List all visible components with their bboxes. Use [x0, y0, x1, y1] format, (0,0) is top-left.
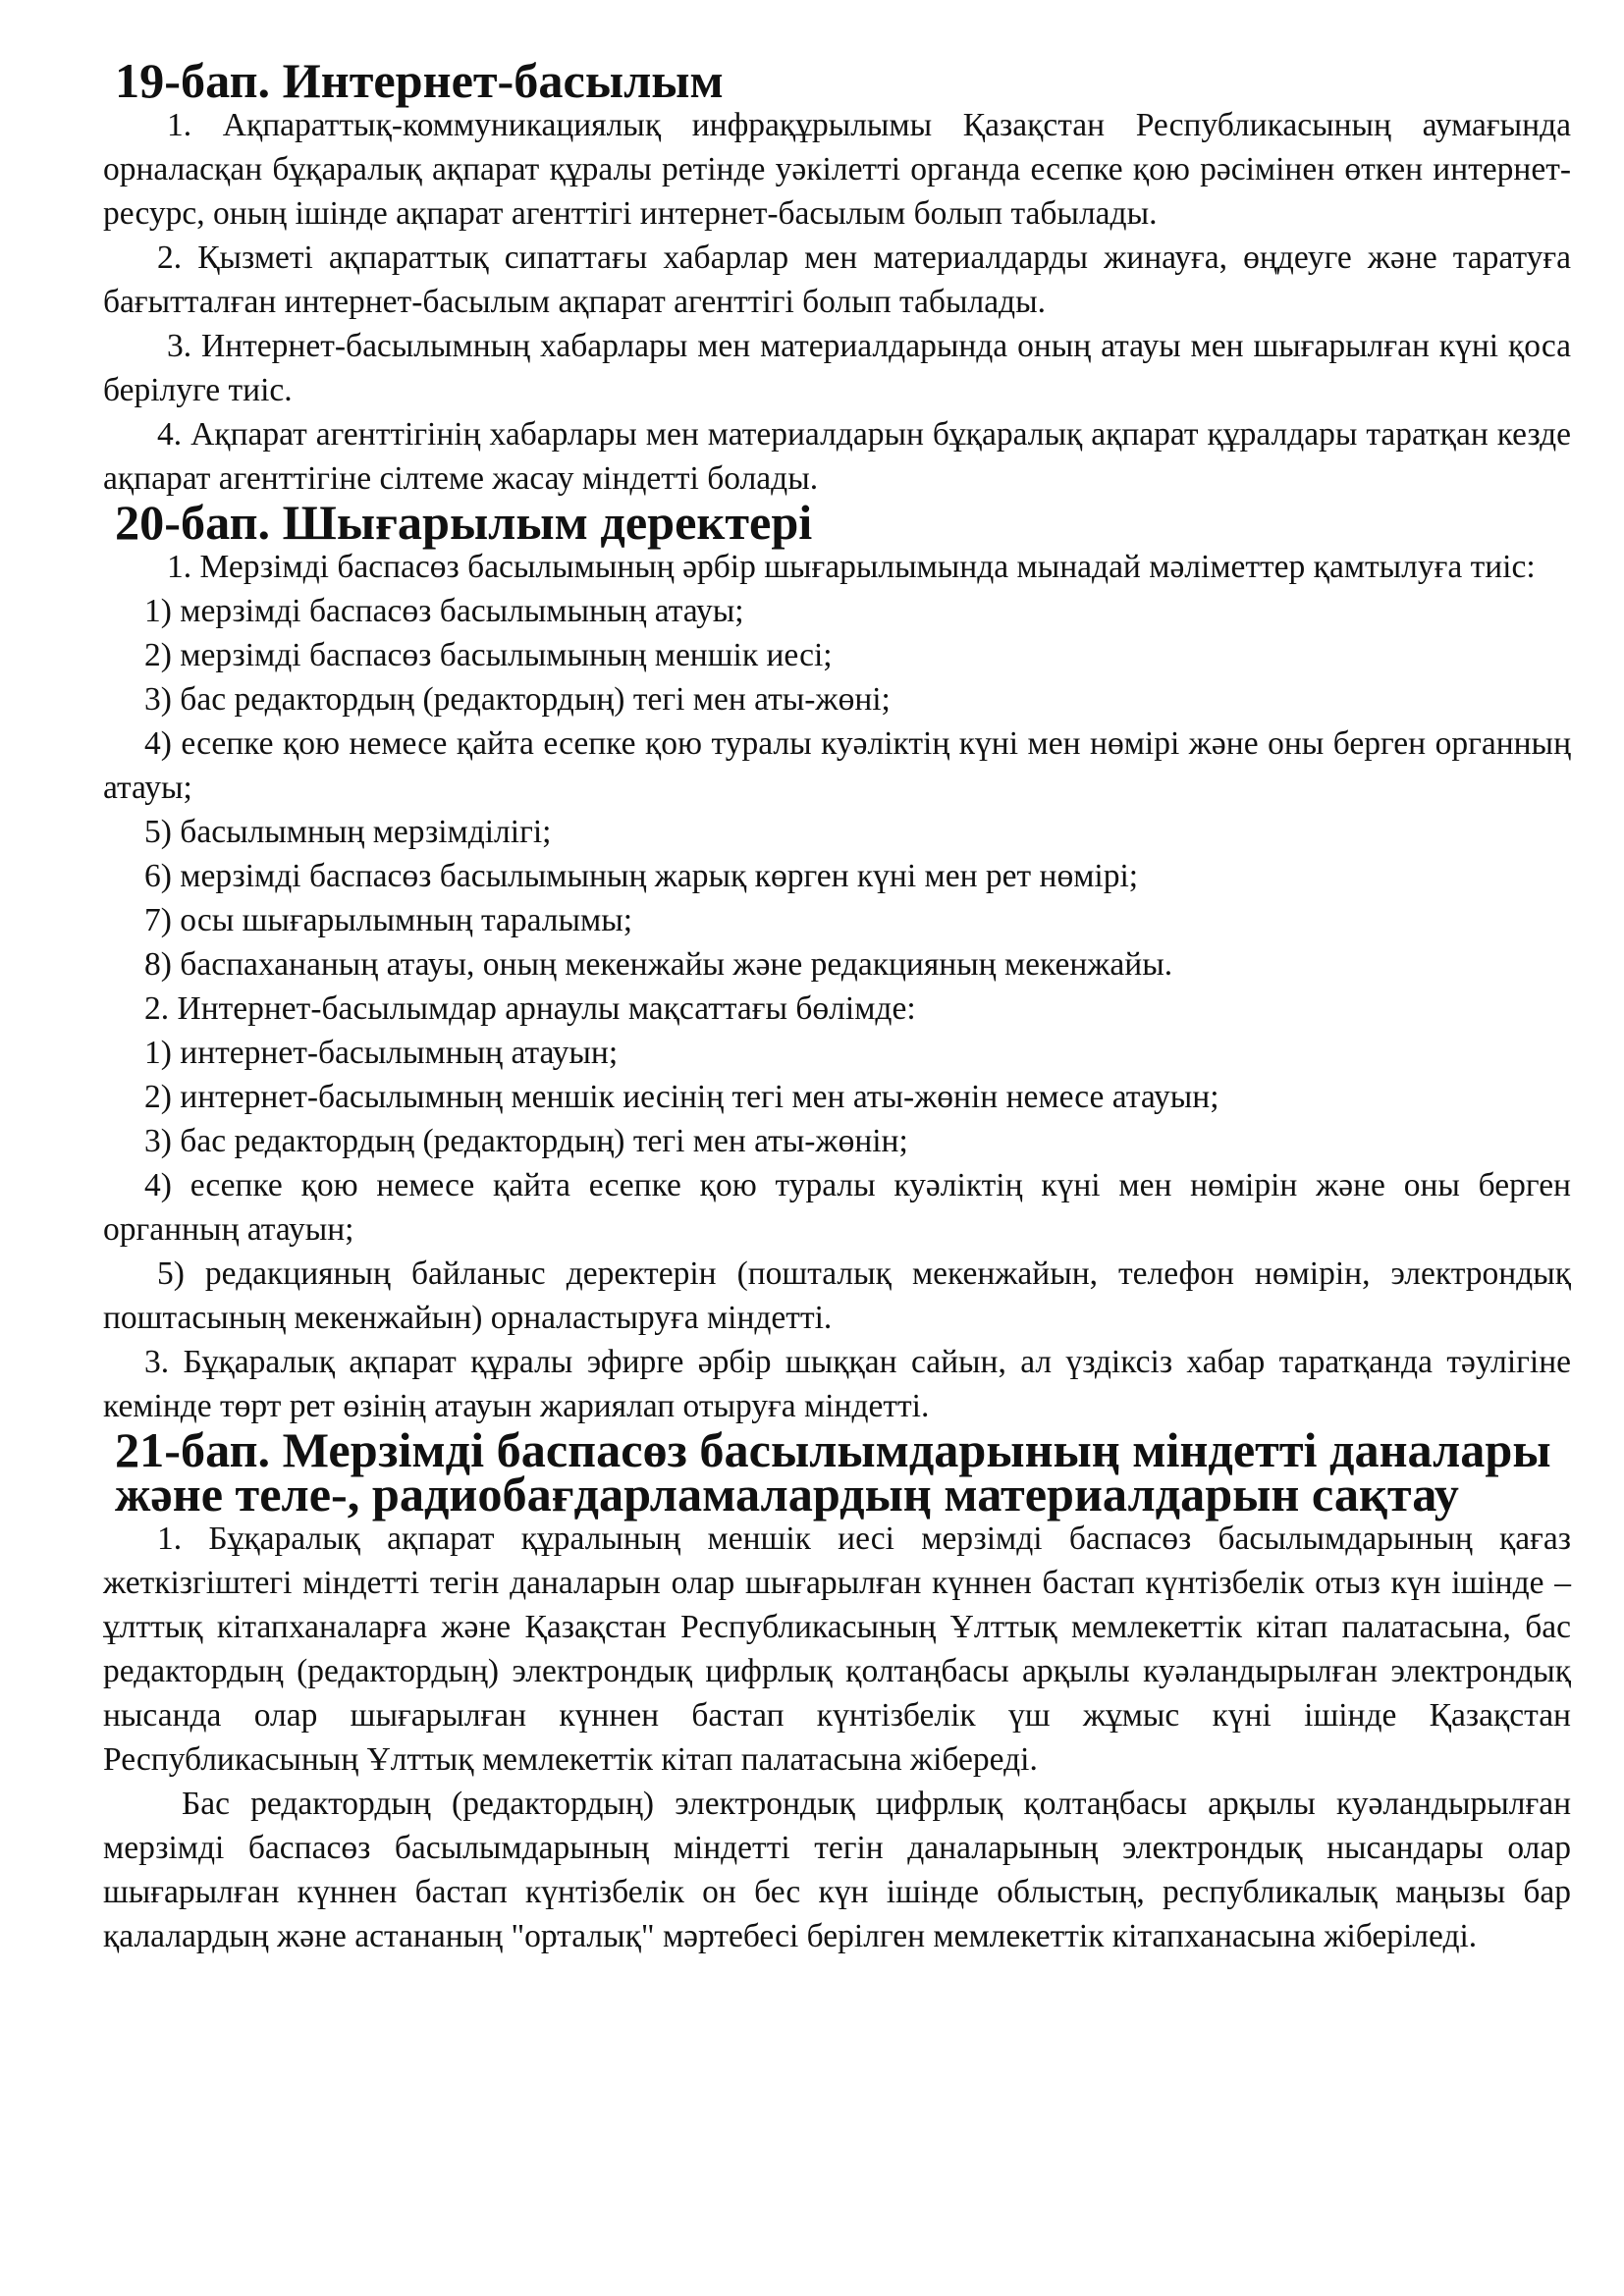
list-item: 5) редакцияның байланыс деректерін (пошталық мекенжайын, телефон нөмірін, электрондық поштасының мекенжайын) орналастыруға міндетті. [103, 1255, 1571, 1336]
list-item: 4) есепке қою немесе қайта есепке қою туралы куәліктің күні мен нөмірі және оны берген органның атауы; [103, 725, 1571, 806]
paragraph: Бас редактордың (редактордың) электрондық цифрлық қолтаңбасы арқылы куәландырылған мерзімді баспасөз басылымдарының міндетті тегін даналарының электрондық нысандары олар шығарылған күннен бастап күнтізбелік он бес күн ішінде облыстың, республикалық маңызы бар қалалардың және астананың "орталық" мәртебесі берілген мемлекеттік кітапханасына жіберіледі. [103, 1786, 1571, 1954]
document-page [103, 53, 1571, 1958]
paragraph: 1. Мерзімді баспасөз басылымының әрбір шығарылымында мынадай мәліметтер қамтылуға тиіс: [167, 549, 1536, 585]
paragraph: 1. Бұқаралық ақпарат құралының меншік иесі мерзімді баспасөз басылымдарының қағаз жеткізгіштегі міндетті тегін даналарын олар шығарылған күннен бастап күнтізбелік отыз күн ішінде – ұлттық кітапханаларға және Қазақстан Республикасының Ұлттық мемлекеттік кітап палатасына, бас редактордың (редактордың) электрондық цифрлық қолтаңбасы арқылы куәландырылған электрондық нысанда олар шығарылған күннен бастап күнтізбелік үш жұмыс күні ішінде Қазақстан Республикасының Ұлттық мемлекеттік кітап палатасына жібереді. [103, 1521, 1571, 1778]
list-item: 2) мерзімді баспасөз басылымының меншік иесі; [144, 637, 833, 673]
list-item: 7) осы шығарылымның таралымы; [144, 902, 633, 938]
list-item: 5) басылымның мерзімділігі; [144, 814, 552, 850]
article-heading: 19-бап. Интернет-басылым [115, 53, 724, 108]
list-item: 2) интернет-басылымның меншік иесінің тегі мен аты-жөнін немесе атауын; [144, 1079, 1219, 1115]
list-item: 3) бас редактордың (редактордың) тегі мен аты-жөні; [144, 681, 891, 718]
article-21 [103, 1422, 1571, 1958]
list-item: 6) мерзімді баспасөз басылымының жарық көрген күні мен рет нөмірі; [144, 858, 1139, 894]
article-20 [103, 495, 1571, 1428]
list-item: 8) баспахананың атауы, оның мекенжайы және редакцияның мекенжайы. [144, 946, 1173, 983]
paragraph: 4. Ақпарат агенттігінің хабарлары мен материалдарын бұқаралық ақпарат құралдары таратқан кезде ақпарат агенттігіне сілтеме жасау міндетті болады. [103, 416, 1571, 497]
article-heading: 21-бап. Мерзімді баспасөз басылымдарының міндетті даналары және теле-, радиобағдарламалардың материалдарын сақтау [115, 1422, 1551, 1522]
paragraph: 2. Интернет-басылымдар арнаулы мақсаттағы бөлімде: [144, 990, 916, 1027]
paragraph: 3. Бұқаралық ақпарат құралы эфирге әрбір шыққан сайын, ал үздіксіз хабар таратқанда тәулігіне кемінде төрт рет өзінің атауын жариялап отыруға міндетті. [103, 1344, 1571, 1424]
paragraph: 2. Қызметі ақпараттық сипаттағы хабарлар мен материалдарды жинауға, өңдеуге және таратуға бағытталған интернет-басылым ақпарат агенттігі болып табылады. [103, 240, 1571, 320]
list-item: 1) мерзімді баспасөз басылымының атауы; [144, 593, 744, 629]
list-item: 1) интернет-басылымның атауын; [144, 1035, 619, 1071]
article-heading: 20-бап. Шығарылым деректері [115, 495, 813, 550]
paragraph: 3. Интернет-басылымның хабарлары мен материалдарында оның атауы мен шығарылған күні қоса берілуге тиіс. [103, 328, 1571, 408]
list-item: 3) бас редактордың (редактордың) тегі мен аты-жөнін; [144, 1123, 908, 1159]
list-item: 4) есепке қою немесе қайта есепке қою туралы куәліктің күні мен нөмірін және оны берген органның атауын; [103, 1167, 1571, 1248]
article-19 [103, 53, 1571, 501]
paragraph: 1. Ақпараттық-коммуникациялық инфрақұрылымы Қазақстан Республикасының аумағында орналасқан бұқаралық ақпарат құралы ретінде уәкілетті органда есепке қою рәсімінен өткен интернет-ресурс, оның ішінде ақпарат агенттігі интернет-басылым болып табылады. [103, 107, 1571, 232]
